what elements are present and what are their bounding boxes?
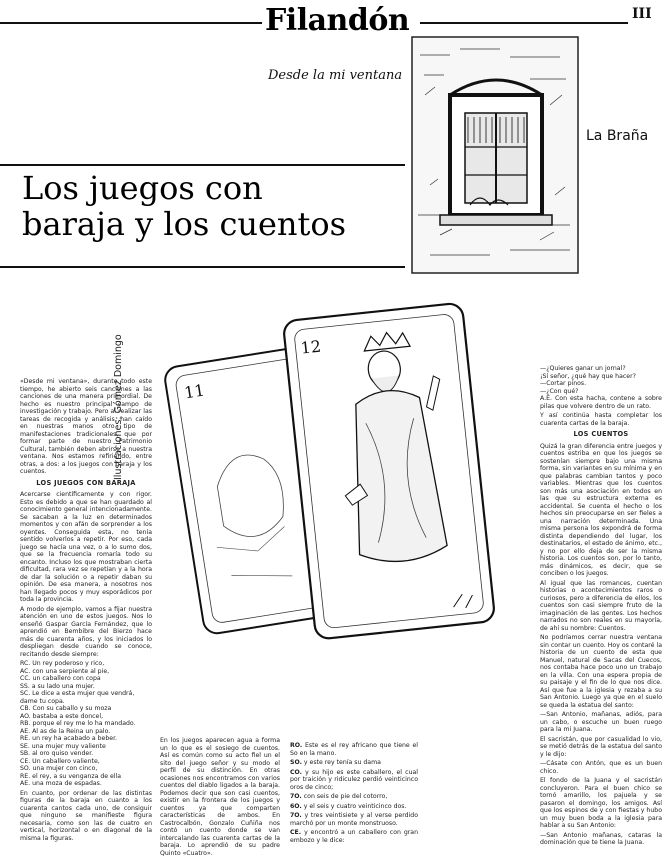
column-2: [160, 737, 280, 857]
cards-illustration: [150, 280, 510, 680]
column-4-p7: El fondo de la Juana y el sacristán concluyeron. Para el buen chico se tornó amarillo, los pajuela y se pasaron el domingo, los amigos. Así que los espinos de y con fiestas y hubo un muy buen boda a la iglesia para hablar a su San Antonio:: [540, 777, 662, 829]
column-3-line: [290, 759, 418, 767]
column-3-line: [290, 742, 418, 757]
column-3-line: [290, 793, 418, 801]
card-text: con seis de pie del cotorro,: [303, 793, 388, 800]
svg-text:11: 11: [182, 380, 206, 403]
column-4-p8: —San Antonio mañanas, cataras la dominación que te tiene la Juana.: [540, 831, 662, 846]
column-4-p3: No podríamos cerrar nuestra ventana sin contar un cuento. Hoy os contaré la historia de un cuento de esta que Manuel, natural de Sacas del Cuecos, nos contaba hace poco uno un trabajo en la villa. Con una espera propia de su paisaje y el fin de lo que nos dice. Así que fue a la iglesia y rezaba a su San Antonio. Luego ya que en el suelo se queda la estatua del santo:: [540, 634, 662, 709]
dialog-line: —¿Quieres ganar un jornal?: [540, 365, 626, 372]
verse-line: RC. Un rey poderoso y rico,: [20, 660, 105, 667]
column-1: [20, 378, 152, 841]
dialog-line: —Cortar pinos.: [540, 380, 587, 387]
headline-line-2: baraja y los cuentos: [22, 205, 347, 243]
verse-line: AE. Al as de la Reina un palo.: [20, 727, 111, 735]
column-3-line: [290, 812, 418, 827]
column-3-line: [290, 829, 418, 844]
card-tag: CO.: [290, 768, 303, 776]
verse-line: SB. al oro quiso vender.: [20, 750, 94, 757]
verse-line: AE. una moza de espadas.: [20, 780, 102, 787]
column-3-line: [290, 803, 418, 811]
column-4-p1: Quizá la gran diferencia entre juegos y cuentos estriba en que los juegos se sostenían siempre bajo una misma forma, sin variantes en su mínima y en que palabras cambian tantos y poco variables. Mientras que los cuentos son más una asociación en todos en las que su estructura externa es accidental. Se cuenta el hecho o los hechos sin preocuparse en ser fieles a una narración determinada. Una misma persona los expondrá de forma distinta dependiendo del lugar, los destinatarios, el estado de ánimo, etc., y no por ello deja de ser la misma historia. Los cuentos son, por lo tanto, más dinámicos, es decir, que se conciben o los juegos.: [540, 442, 662, 577]
column-1-intro: «Desde mi ventana», durante todo este tiempo, he abierto seis canciones a las canciones de una manera primordial. De hecho es nuestro principal campo de investigación y trabajo. Pero al realizar las tareas de recogida y análisis, han caído en nuestras manos otro tipo de manifestaciones tradicionales, que por formar parte de nuestro Patrimonio Cultural, también deben abrirse a nuestra ventana. Nos estamos refiriendo, entre otras, a dos: a los juegos con baraja y los cuentos.: [20, 378, 152, 475]
verse-line: CB. Con su caballo y su moza: [20, 705, 112, 712]
svg-text:12: 12: [299, 336, 322, 358]
column-4-p4: —San Antonio, mañanas, adiós, para un cabo, o escuche un buen ruego para la mi Juana.: [540, 711, 662, 733]
card-tag: 7O.: [290, 793, 302, 800]
headline-line-1: Los juegos con: [22, 169, 263, 207]
illustration-credit: Ilustraciones: Gómez Domingo: [113, 334, 124, 480]
column-3-line: [290, 769, 418, 792]
headline-rule-top: [0, 164, 405, 166]
column-4-p2: Al igual que las romances, cuentan historias o acontecimientos raros o curiosos, pero a diferencia de ellos, los cuentos son casi siempre fruto de la imaginación de las gentes. Los hechos narrados no son reales en su mayoría, de ahí su nombre: Cuentos.: [540, 579, 662, 632]
column-3: [290, 742, 419, 844]
verse-line: RB. porque el rey me lo ha mandado.: [20, 720, 136, 727]
verse-list: [20, 660, 152, 788]
card-tag: SO.: [290, 759, 302, 766]
column-1-p1: Acercarse científicamente y con rigor. Esto es debido a que se han guardado al conocimiento general intencionadamente. Se sacaban a la luz en determinados momentos y con afán de sorprender a los oyentes. Conseguida esta, no tenía sentido volverlos a repetir. Por eso, cada juego se hacía una vez, o a lo sumo dos, que se la frecuencia romaría todo su encanto. Incluso los que mostraban cierta dificultad, rara vez se repetían y a la hora de dar la solución o a repetir daban su opinión. De esa manera, a nosotros nos han llegado pocos y muy esporádicos por toda la provincia.: [20, 491, 152, 603]
column-4-p6: —Cásate con Antón, que es un buen chico.: [540, 760, 662, 775]
window-illustration: [410, 35, 580, 275]
verse-line: SO. una mujer con cinco,: [20, 765, 98, 772]
column-4-heading: LOS CUENTOS: [573, 430, 629, 438]
page-number: III: [632, 6, 652, 22]
column-2-text: En los juegos aparecen agua a forma un lo que es el sosiego de cuentos. Así es común como su acto fiel un el sito del juego señor y su modo el perfil de su distinción. En otras ocasiones nos encontramos con varios cuentos del diablo ligados a la baraja. Podemos decir que son casi cuentos, existir en la frontera de los juegos y cuentos ya que comparten características de ambos. En Castrocalbón, Gonzalo Cuñiña nos contó un cuento donde se van intercalando las cuarenta cartas de la baraja. Lo aprendió de su padre Quinto «Cuatro».: [160, 737, 280, 857]
author-byline: La Braña: [586, 128, 649, 144]
card-text: y su hijo es este caballero, el cual por traición y ridiculez perdió veinticinco oros de cinco;: [290, 768, 418, 791]
column-4: [540, 365, 662, 846]
dialog-line: A.E. Con esta hacha, contene a sobre pilas que volvere dentro de un rato.: [540, 395, 662, 410]
column-1-p3: En cuanto, por ordenar de las distintas figuras de la baraja en cuanto a los cuarenta cantos cada uno, de consiguir que ninguno se manifieste figura necesaria, como son las de cuatro en vertical, horizontal o en diagonal de la misma la figuras.: [20, 789, 152, 842]
section-title: Desde la mi ventana: [268, 68, 403, 83]
verse-line: AC. con una serpiente al pie,: [20, 667, 110, 675]
card-tag: 7O.: [290, 812, 302, 819]
dialog-line: Y así continúa hasta completar los cuarenta cartas de la baraja.: [540, 412, 662, 427]
verse-line: CC. un caballero con copa: [20, 675, 101, 682]
header-rule-right: [420, 22, 628, 24]
card-tag: RO.: [290, 742, 303, 749]
card-text: y encontró a un caballero con gran embozo y le dice:: [290, 829, 419, 844]
verse-line: CE. Un caballero valiente,: [20, 757, 100, 765]
verse-line: SS. a su lado una mujer.: [20, 682, 95, 690]
verse-line: SE. una mujer muy valiente: [20, 742, 106, 750]
card-text: Este es el rey africano que tiene el So en la mano.: [290, 742, 419, 757]
verse-line: RE. un rey ha acabado a beber.: [20, 735, 118, 742]
card-text: y el seis y cuatro veinticinco dos.: [303, 802, 407, 810]
card-tag: 6O.: [290, 802, 302, 810]
verse-line: AO. bastaba a este doncel,: [20, 712, 104, 720]
verse-line: SC. Le dice a esta mujer que vendrá,: [20, 690, 135, 697]
header-rule-left: [0, 22, 262, 24]
card-text: y tres veintisiete y al verse perdido marchó por un monte monstruoso.: [290, 812, 419, 827]
headline: [22, 170, 382, 242]
column-1-heading: LOS JUEGOS CON BARAJA: [36, 478, 136, 487]
column-1-p2: A modo de ejemplo, vamos a fijar nuestra atención en uno de estos juegos. Nos lo enseñó Gaspar García Fernández, que lo aprendió en Bembibre del Bierzo hace más de cuarenta años, y los iniciados lo despliegan desde cuando se conoce, recitando desde siempre:: [20, 605, 152, 658]
card-tag: CE.: [290, 829, 302, 836]
column-4-p5: El sacristán, que por casualidad lo vio, se metió detrás de la estatua del santo y le dijo:: [540, 735, 662, 758]
verse-line: RE. el rey, a su venganza de ella: [20, 772, 122, 780]
headline-rule-bottom: [0, 266, 405, 268]
dialog-line: —¿Con qué?: [540, 387, 579, 395]
dialog-line: ¡Sí señor, ¿qué hay que hacer?: [540, 372, 636, 380]
card-text: y este rey tenía su dama: [303, 759, 381, 766]
masthead: Filandón: [265, 3, 410, 38]
verse-line: dame tu copa.: [20, 697, 65, 705]
